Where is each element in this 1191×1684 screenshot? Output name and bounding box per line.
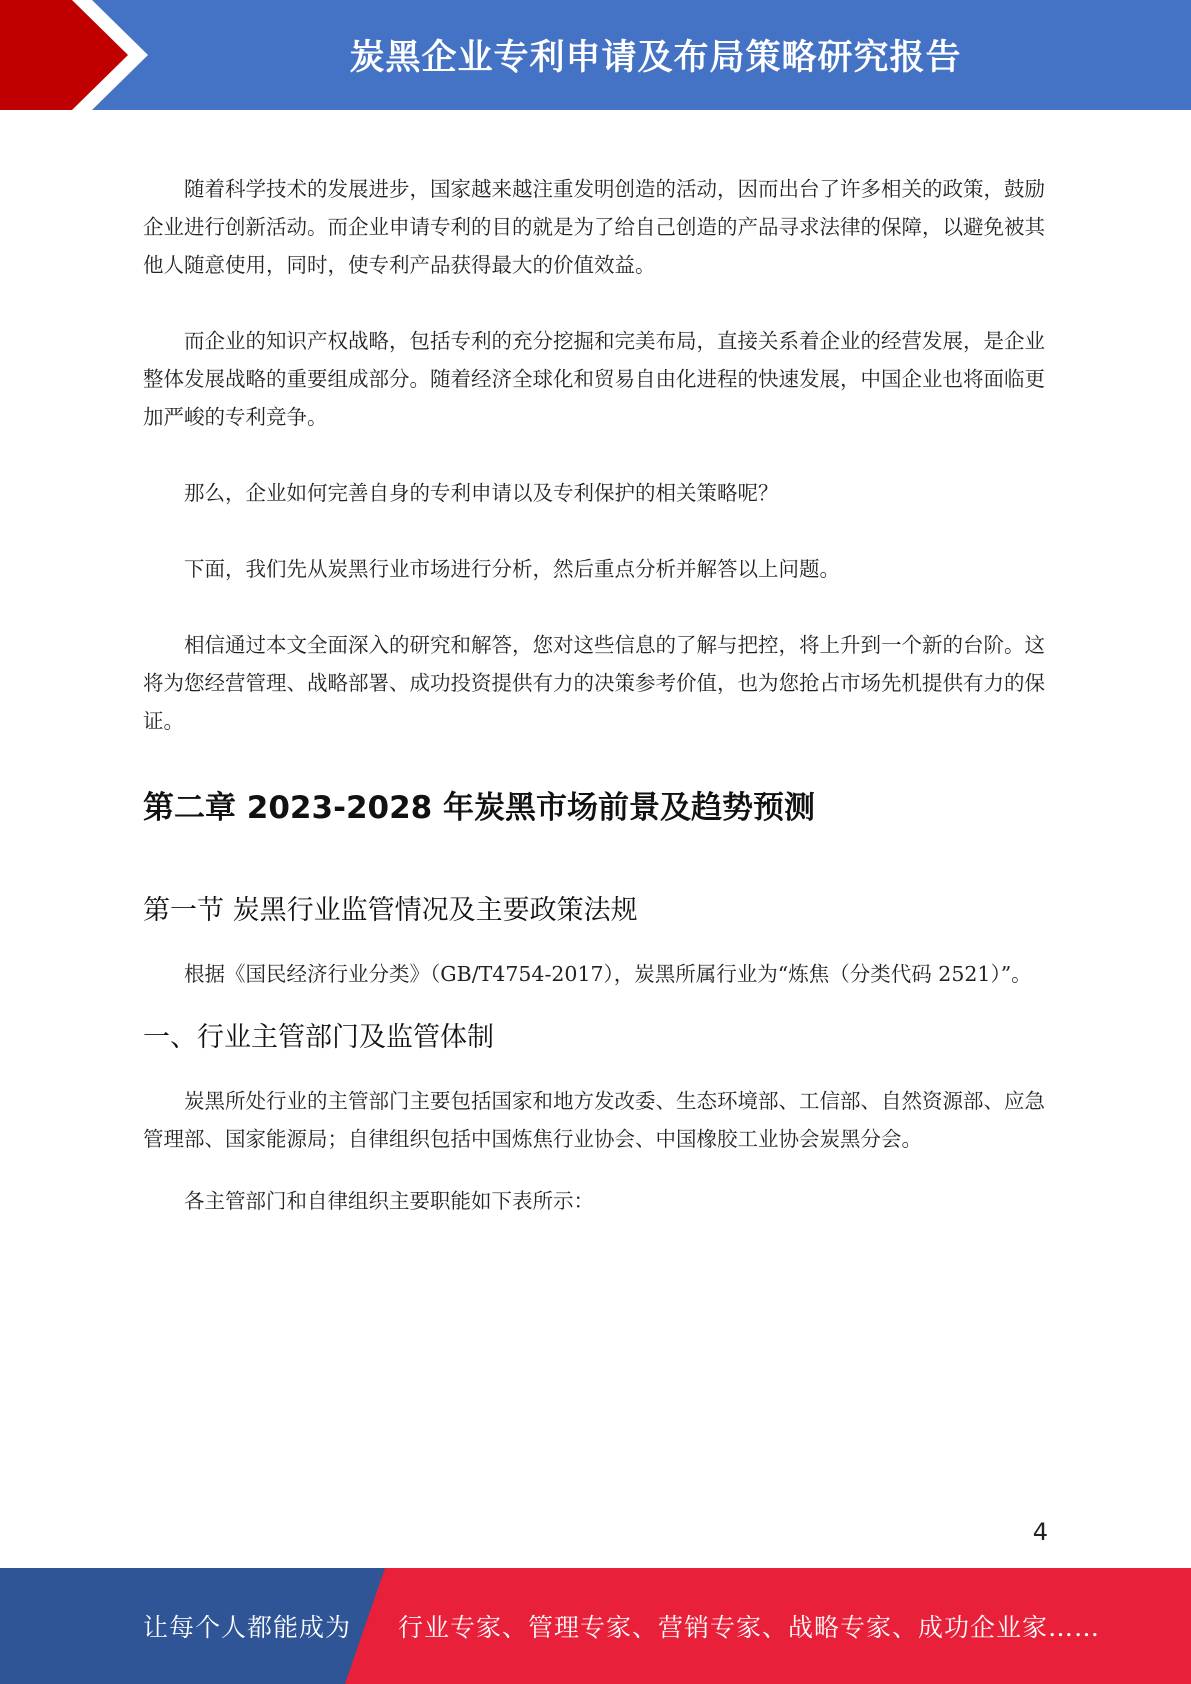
- report-title: 炭黑企业专利申请及布局策略研究报告: [349, 38, 962, 78]
- subsection-title: 一、行业主管部门及监管体制: [143, 1022, 494, 1053]
- chapter-title: 第二章 2023-2028 年炭黑市场前景及趋势预测: [143, 790, 816, 826]
- footer-slogan-right: 行业专家、管理专家、营销专家、战略专家、成功企业家……: [398, 1613, 1101, 1642]
- intro-paragraph-3: 那么，企业如何完善自身的专利申请以及专利保护的相关策略呢？: [184, 481, 779, 505]
- subsection-paragraph-2: 各主管部门和自律组织主要职能如下表所示：: [184, 1189, 594, 1213]
- intro-paragraph-1: 随着科学技术的发展进步，国家越来越注重发明创造的活动，因而出台了许多相关的政策，鼓励企业进行创新活动。而企业申请专利的目的就是为了给自己创造的产品寻求法律的保障，以避免被其他人随意使用，同时，使专利产品获得最大的价值效益。: [143, 177, 1045, 277]
- footer-bar: [0, 1568, 1191, 1684]
- page-number: 4: [1032, 1518, 1048, 1546]
- intro-section: [143, 170, 1045, 740]
- section-paragraph: 根据《国民经济行业分类》（GB/T4754-2017），炭黑所属行业为“炼焦（分类代码 2521）”。: [184, 962, 1032, 986]
- intro-paragraph-5: 相信通过本文全面深入的研究和解答，您对这些信息的了解与把控，将上升到一个新的台阶。这将为您经营管理、战略部署、成功投资提供有力的决策参考价值，也为您抢占市场先机提供有力的保证。: [143, 633, 1045, 733]
- subsection-paragraph-1: 炭黑所处行业的主管部门主要包括国家和地方发改委、生态环境部、工信部、自然资源部、应急管理部、国家能源局；自律组织包括中国炼焦行业协会、中国橡胶工业协会炭黑分会。: [143, 1089, 1045, 1151]
- section-title: 第一节 炭黑行业监管情况及主要政策法规: [143, 895, 638, 926]
- footer-slogan-left: 让每个人都能成为: [143, 1613, 352, 1642]
- intro-paragraph-2: 而企业的知识产权战略，包括专利的充分挖掘和完美布局，直接关系着企业的经营发展，是企业整体发展战略的重要组成部分。随着经济全球化和贸易自由化进程的快速发展，中国企业也将面临更加严峻的专利竞争。: [143, 329, 1045, 429]
- header-bar: [0, 0, 1191, 110]
- intro-paragraph-4: 下面，我们先从炭黑行业市场进行分析，然后重点分析并解答以上问题。: [184, 557, 840, 581]
